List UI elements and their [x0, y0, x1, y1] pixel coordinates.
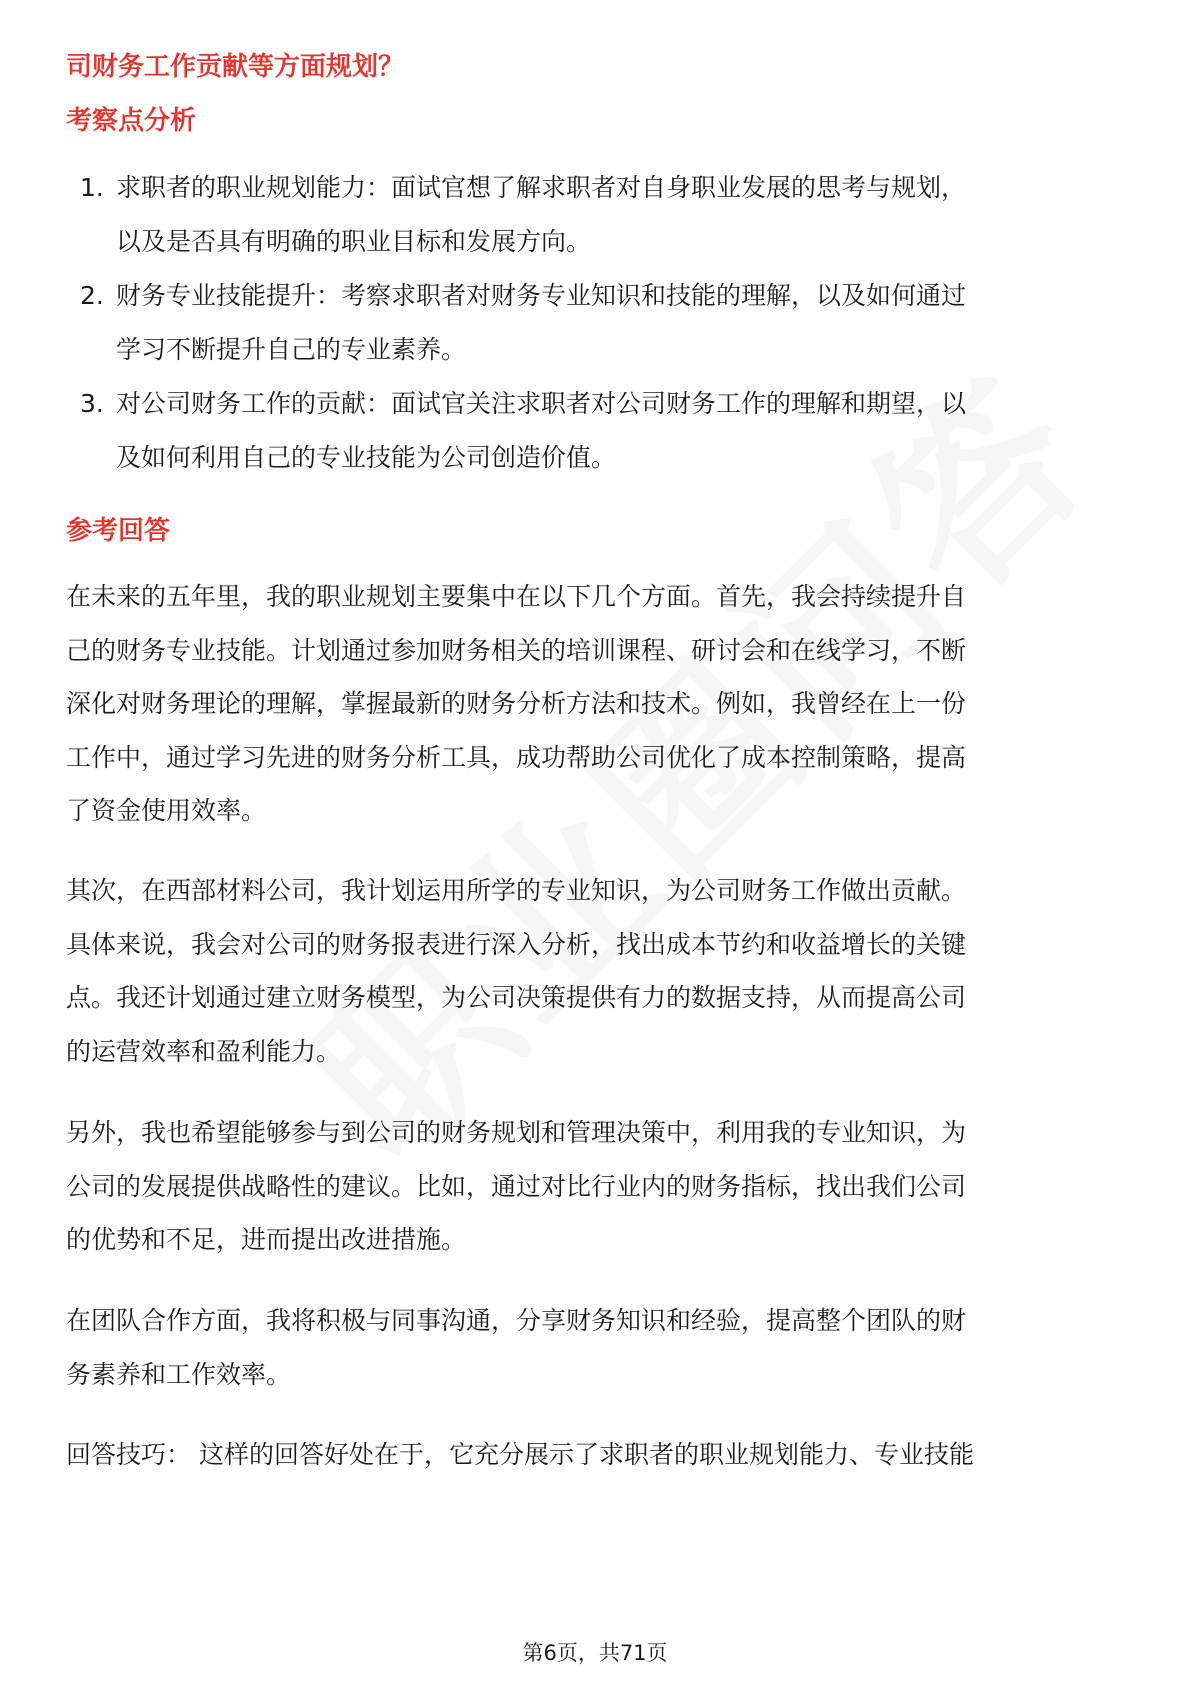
paragraph-line: 己的财务专业技能。计划通过参加财务相关的培训课程、研讨会和在线学习，不断 — [66, 635, 967, 665]
list-number: 3. — [80, 389, 104, 418]
paragraph-line: 的优势和不足，进而提出改进措施。 — [66, 1225, 467, 1254]
paragraph-line: 具体来说，我会对公司的财务报表进行深入分析，找出成本节约和收益增长的关键 — [66, 929, 967, 959]
analysis-item-line: 以及是否具有明确的职业目标和发展方向。 — [116, 227, 592, 256]
page-number: 第6页，共71页 — [522, 1641, 668, 1665]
paragraph-line: 在团队合作方面，我将积极与同事沟通，分享财务知识和经验，提高整个团队的财 — [66, 1306, 967, 1335]
analysis-item-line: 求职者的职业规划能力：面试官想了解求职者对自身职业发展的思考与规划， — [116, 173, 967, 202]
analysis-item-2 — [80, 269, 1040, 377]
paragraph-line: 公司的发展提供战略性的建议。比如，通过对比行业内的财务指标，找出我们公司 — [66, 1171, 967, 1201]
paragraph-line: 点。我还计划通过建立财务模型，为公司决策提供有力的数据支持，从而提高公司 — [66, 983, 967, 1012]
section-title-fragment: 司财务工作贡献等方面规划？ — [66, 52, 405, 82]
answer-tips-paragraph — [66, 1428, 1046, 1482]
paragraph-line: 深化对财务理论的理解，掌握最新的财务分析方法和技术。例如，我曾经在上一份 — [66, 689, 967, 718]
paragraph-line: 工作中，通过学习先进的财务分析工具，成功帮助公司优化了成本控制策略，提高 — [66, 742, 967, 772]
analysis-item-3 — [80, 377, 1040, 485]
paragraph-line: 另外，我也希望能够参与到公司的财务规划和管理决策中，利用我的专业知识，为 — [66, 1118, 967, 1147]
answer-paragraph-2 — [66, 864, 1046, 1078]
paragraph-line: 回答技巧： 这样的回答好处在于，它充分展示了求职者的职业规划能力、专业技能 — [66, 1440, 974, 1469]
answer-paragraph-4 — [66, 1294, 1046, 1401]
analysis-heading: 考察点分析 — [66, 106, 197, 136]
paragraph-line: 其次，在西部材料公司，我计划运用所学的专业知识，为公司财务工作做出贡献。 — [66, 876, 967, 905]
analysis-item-line: 财务专业技能提升：考察求职者对财务专业知识和技能的理解，以及如何通过 — [116, 281, 967, 310]
answer-paragraph-3 — [66, 1106, 1046, 1267]
analysis-item-line: 对公司财务工作的贡献：面试官关注求职者对公司财务工作的理解和期望，以 — [116, 389, 967, 418]
analysis-list — [80, 161, 1040, 485]
analysis-item-1 — [80, 161, 1040, 269]
answer-paragraph-1 — [66, 570, 1046, 838]
analysis-item-line: 及如何利用自己的专业技能为公司创造价值。 — [116, 443, 617, 472]
paragraph-line: 务素养和工作效率。 — [66, 1359, 292, 1389]
list-number: 1. — [80, 173, 104, 202]
analysis-item-line: 学习不断提升自己的专业素养。 — [116, 335, 467, 364]
paragraph-line: 了资金使用效率。 — [66, 796, 267, 825]
list-number: 2. — [80, 281, 104, 310]
paragraph-line: 在未来的五年里，我的职业规划主要集中在以下几个方面。首先，我会持续提升自 — [66, 582, 967, 611]
answer-heading: 参考回答 — [66, 516, 171, 546]
paragraph-line: 的运营效率和盈利能力。 — [66, 1036, 342, 1066]
